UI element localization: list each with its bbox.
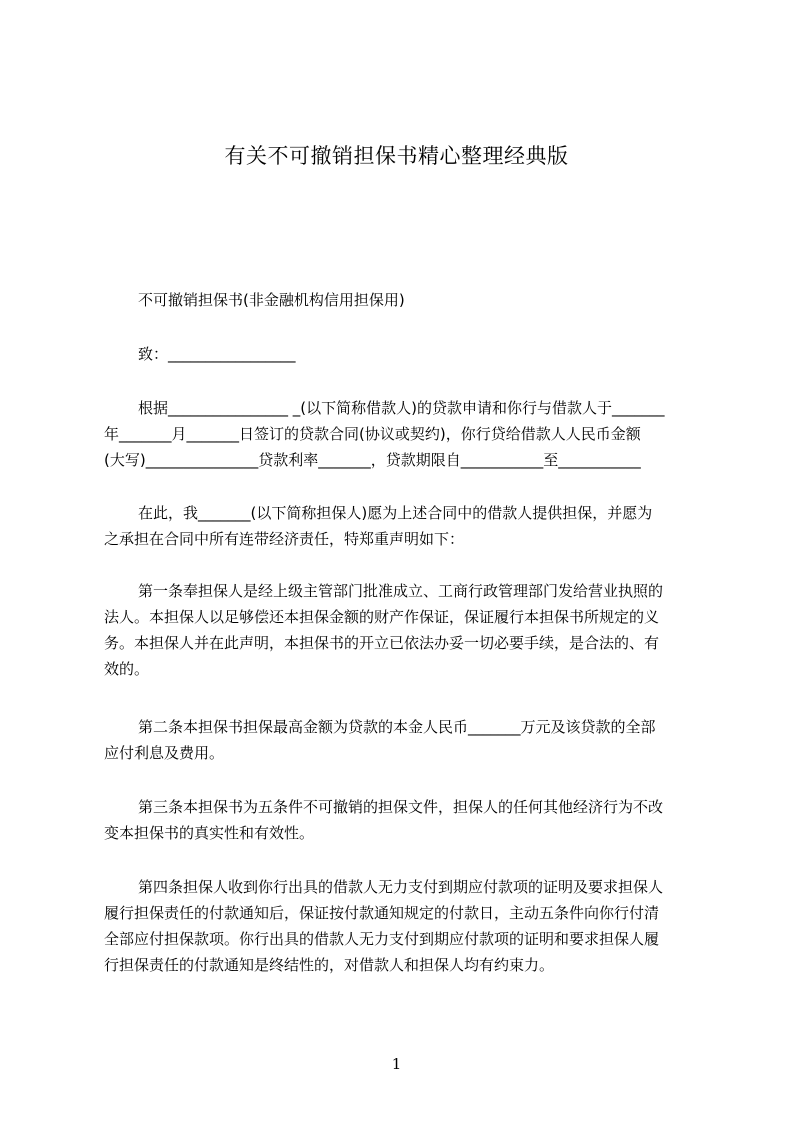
text-line: 应付利息及费用。 — [104, 744, 225, 762]
text-line: 务。本担保人并在此声明，本担保书的开立已依法办妥一切必要手续，是合法的、有 — [104, 634, 660, 652]
text-line: 第二条本担保书担保最高金额为贷款的本金人民币_______万元及该贷款的全部 — [138, 718, 656, 736]
text-line: 履行担保责任的付款通知后，保证按付款通知规定的付款日，主动五条件向你行付清 — [104, 904, 660, 922]
text-line: 年_______月_______日签订的贷款合同(协议或契约)，你行贷给借款人人民币金额 — [104, 425, 641, 443]
text-line: 全部应付担保款项。你行出具的借款人无力支付到期应付款项的证明和要求担保人履 — [104, 930, 660, 948]
paragraph-article-3 — [104, 794, 701, 846]
text-line: 之承担在合同中所有连带经济责任，特郑重声明如下： — [104, 530, 465, 548]
text-line: 致：_________________ — [138, 345, 296, 363]
text-line: 行担保责任的付款通知是终结性的，对借款人和担保人均有约束力。 — [104, 956, 555, 974]
addressee-line — [104, 341, 701, 367]
text-line: (大写)_______________贷款利率_______，贷款期限自___________至___________ — [104, 451, 641, 469]
text-line: 根据________________ _(以下简称借款人)的贷款申请和你行与借款人于_______ — [138, 399, 665, 417]
document-subtitle — [104, 287, 701, 313]
paragraph-article-4 — [104, 874, 701, 978]
text-line: 变本担保书的真实性和有效性。 — [104, 824, 315, 842]
text-line: 在此，我_______(以下简称担保人)愿为上述合同中的借款人提供担保，并愿为 — [138, 504, 653, 522]
text-line: 效的。 — [104, 660, 150, 678]
text-line: 不可撤销担保书(非金融机构信用担保用) — [138, 291, 405, 309]
text-line: 第三条本担保书为五条件不可撤销的担保文件，担保人的任何其他经济行为不改 — [138, 798, 664, 816]
paragraph-guarantor-declaration — [104, 500, 701, 552]
text-line: 第四条担保人收到你行出具的借款人无力支付到期应付款项的证明及要求担保人 — [138, 878, 664, 896]
text-line: 第一条奉担保人是经上级主管部门批准成立、工商行政管理部门发给营业执照的 — [138, 582, 664, 600]
paragraph-article-2 — [104, 714, 701, 766]
text-line: 法人。本担保人以足够偿还本担保金额的财产作保证，保证履行本担保书所规定的义 — [104, 608, 660, 626]
paragraph-article-1 — [104, 578, 701, 682]
document-title: 有关不可撤销担保书精心整理经典版 — [224, 144, 569, 168]
paragraph-loan-details — [104, 395, 701, 473]
page-number: 1 — [391, 1055, 402, 1073]
